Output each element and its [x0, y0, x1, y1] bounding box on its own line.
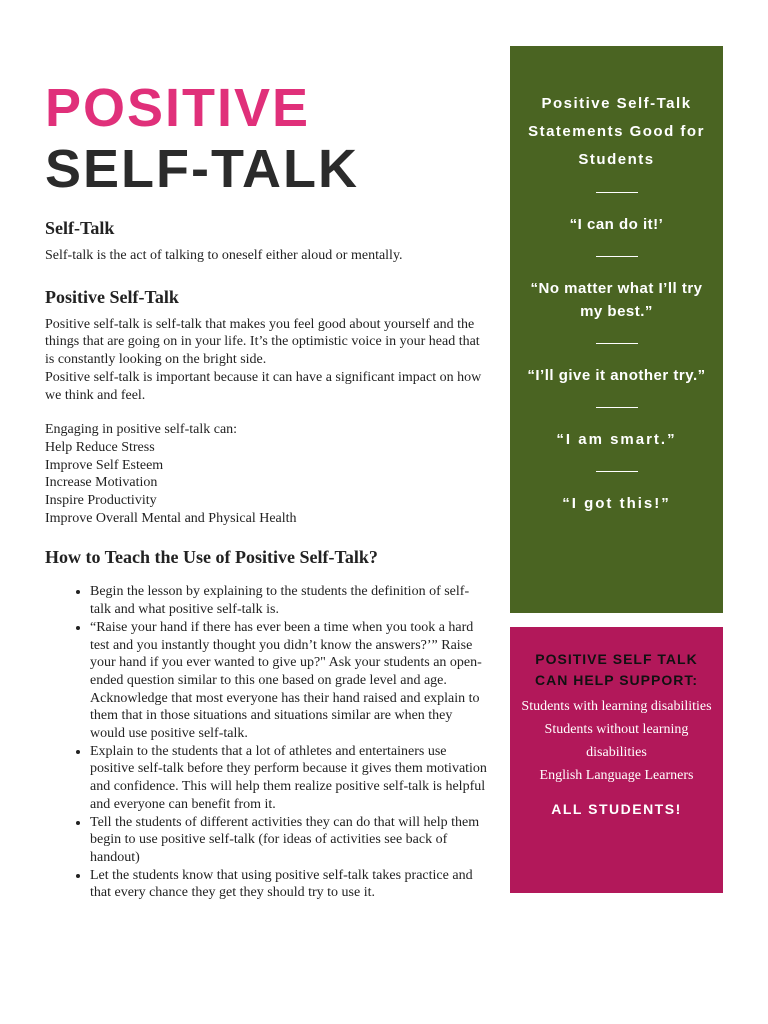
section-heading: How to Teach the Use of Positive Self-Talk? — [45, 547, 378, 568]
support-box — [510, 627, 723, 893]
paragraph: Positive self-talk is self-talk that makes you feel good about yourself and the things that are going on in your life. It’s the optimistic voice in your head that is constantly looking on the bright side. — [45, 316, 480, 368]
support-item: Students without learning disabilities — [544, 722, 689, 760]
list-item: • Explain to the students that a lot of athletes and entertainers use positive self-talk before they perform because it gives them motivation and confidence. This will help them realize positive self-talk is helpful and everyone can benefit from it. — [90, 743, 490, 814]
support-item: English Language Learners — [539, 768, 694, 783]
divider — [596, 407, 638, 408]
benefit-item: Improve Overall Mental and Physical Health — [45, 510, 297, 526]
list-item: • Begin the lesson by explaining to the students the definition of self-talk and what positive self-talk is. — [90, 583, 490, 618]
benefit-item: Help Reduce Stress — [45, 439, 155, 455]
benefit-item: Increase Motivation — [45, 475, 158, 491]
benefits-intro: Engaging in positive self-talk can: — [45, 422, 238, 438]
quote: “I can do it!’ — [569, 216, 664, 233]
title-line-self-talk: SELF-TALK — [45, 139, 359, 199]
paragraph: Positive self-talk is important because it can have a significant impact on how we think and feel. — [45, 369, 482, 403]
section-how-to-teach — [45, 545, 490, 902]
statements-heading: Positive Self-Talk Statements Good for Students — [528, 95, 705, 168]
section-body: Self-talk is the act of talking to oneself either aloud or mentally. — [45, 248, 403, 263]
quote: “I got this!” — [562, 495, 671, 512]
benefit-item: Inspire Productivity — [45, 493, 157, 509]
quote: “I am smart.” — [556, 431, 677, 448]
title-line-positive: POSITIVE — [45, 78, 311, 138]
benefit-item: Improve Self Esteem — [45, 457, 164, 473]
section-self-talk — [45, 216, 490, 265]
section-heading: Self-Talk — [45, 218, 115, 238]
list-item: • “Raise your hand if there has ever been a time when you took a hard test and you instantly thought you didn’t know the answers?’” Raise your hand if you ever wanted to give up?" Ask your students an open-ended question similar to this one based on grade level and age. Acknowledge that most everyone has their hand raised and explain to them that in those situations and situations similar are when they would use positive self-talk. — [90, 619, 490, 743]
quote: “No matter what I’ll try my best.” — [530, 280, 703, 320]
list-item: • Let the students know that using positive self-talk takes practice and that every chance they get they should try to use it. — [90, 867, 490, 902]
teaching-steps-list — [45, 583, 490, 902]
section-heading: Positive Self-Talk — [45, 286, 179, 307]
support-heading: POSITIVE SELF TALK CAN HELP SUPPORT: — [535, 651, 698, 688]
support-all-students: ALL STUDENTS! — [551, 801, 682, 817]
support-item: Students with learning disabilities — [521, 699, 712, 714]
divider — [596, 343, 638, 344]
divider — [596, 256, 638, 257]
list-item: • Tell the students of different activities they can do that will help them begin to use positive self-talk (for ideas of activities see back of handout) — [90, 814, 490, 867]
statements-box — [510, 46, 723, 613]
divider — [596, 192, 638, 193]
main-content — [45, 216, 490, 922]
divider — [596, 471, 638, 472]
quote: “I’ll give it another try.” — [527, 367, 706, 384]
section-positive-self-talk — [45, 285, 490, 528]
